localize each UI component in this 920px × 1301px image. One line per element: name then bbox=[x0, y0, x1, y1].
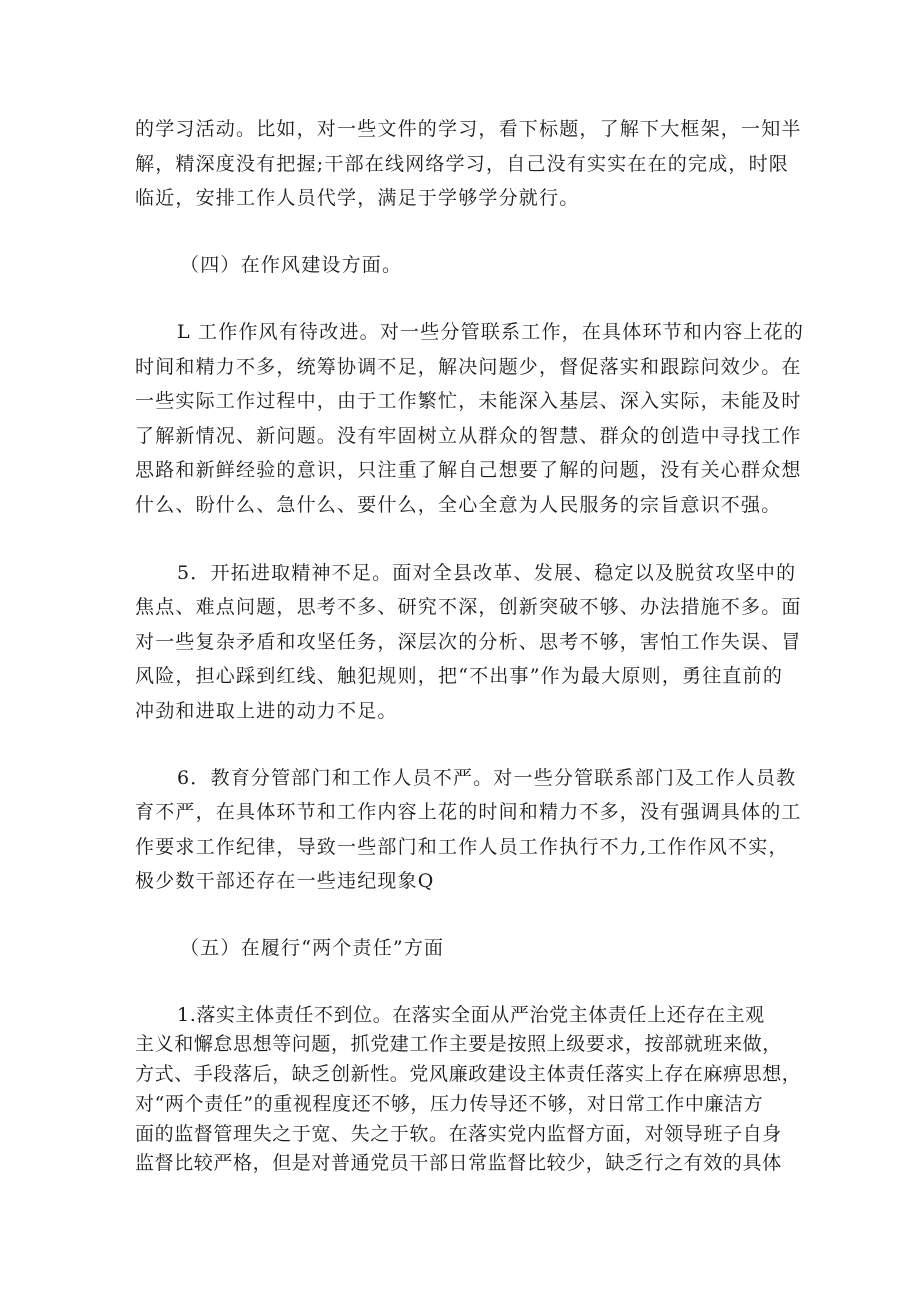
text-line: 冲劲和进取上进的动力不足。 bbox=[135, 700, 398, 722]
text-line: 了解新情况、新问题。没有牢固树立从群众的智慧、群众的创造中寻找工作 bbox=[135, 425, 802, 447]
text-line: 作要求工作纪律，导致一些部门和工作人员工作执行不力,工作作风不实， bbox=[135, 836, 789, 858]
text-line: 焦点、难点问题，思考不多、研究不深，创新突破不够、办法措施不多。面 bbox=[135, 596, 802, 618]
text-line: 主义和懈怠思想等问题，抓党建工作主要是按照上级要求，按部就班来做， bbox=[135, 1033, 782, 1055]
text-line: 对一些复杂矛盾和攻坚任务，深层次的分析、思考不够，害怕工作失误、冒 bbox=[135, 631, 802, 653]
text-line: 时间和精力不多，统筹协调不足，解决问题少，督促落实和跟踪问效少。在 bbox=[135, 356, 802, 378]
text-line: 的学习活动。比如，对一些文件的学习，看下标题，了解下大框架，一知半 bbox=[135, 118, 802, 140]
text-line: 什么、盼什么、急什么、要什么，全心全意为人民服务的宗旨意识不强。 bbox=[135, 494, 782, 516]
text-line: 对“两个责任”的重视程度还不够，压力传导还不够，对日常工作中廉洁方 bbox=[135, 1093, 764, 1115]
text-line: 风险，担心踩到红线、触犯规则，把“不出事”作为最大原则，勇往直前的 bbox=[135, 665, 784, 687]
text-line: 育不严，在具体环节和工作内容上花的时间和精力不多，没有强调具体的工 bbox=[135, 801, 802, 823]
text-line: 5．开拓进取精神不足。面对全县改革、发展、稳定以及脱贫攻坚中的 bbox=[177, 562, 797, 584]
text-line: 面的监督管理失之于宽、失之于软。在落实党内监督方面，对领导班子自身 bbox=[135, 1123, 782, 1145]
text-line: 临近，安排工作人员代学，满足于学够学分就行。 bbox=[135, 187, 580, 209]
section-heading: （五）在履行“两个责任”方面 bbox=[180, 937, 445, 959]
text-line: 一些实际工作过程中，由于工作繁忙，未能深入基层、深入实际，未能及时 bbox=[135, 390, 802, 412]
text-line: 解，精深度没有把握;干部在线网络学习，自己没有实实在在的完成，时限 bbox=[135, 153, 790, 175]
text-line: 1.落实主体责任不到位。在落实全面从严治党主体责任上还存在主观 bbox=[177, 1004, 765, 1026]
text-line: 方式、手段落后，缺乏创新性。党风廉政建设主体责任落实上存在麻痹思想， bbox=[135, 1063, 802, 1085]
text-line: L 工作作风有待改进。对一些分管联系工作，在具体环节和内容上花的 bbox=[177, 321, 805, 343]
text-line: 极少数干部还存在一些违纪现象Q bbox=[135, 870, 435, 892]
text-line: 6．教育分管部门和工作人员不严。对一些分管联系部门及工作人员教 bbox=[177, 767, 797, 789]
text-line: 监督比较严格，但是对普通党员干部日常监督比较少，缺乏行之有效的具体 bbox=[135, 1152, 782, 1174]
text-line: 思路和新鲜经验的意识，只注重了解自己想要了解的问题，没有关心群众想 bbox=[135, 459, 802, 481]
section-heading: （四）在作风建设方面。 bbox=[180, 254, 403, 276]
